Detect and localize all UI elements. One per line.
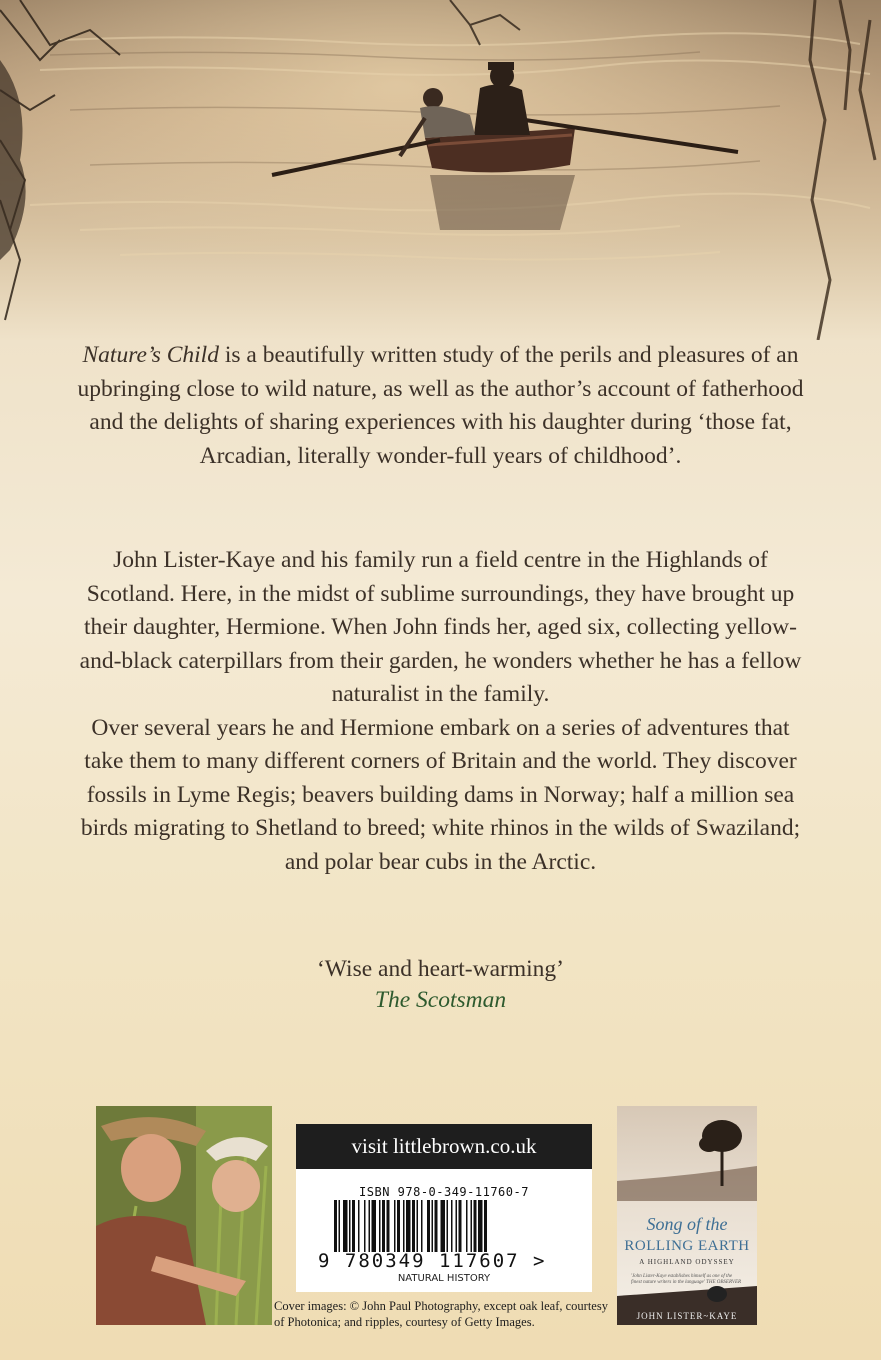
blurb-paragraph: John Lister-Kaye and his family run a field centre in the Highlands of Scotland. Here, in the midst of sublime surroundings, they have brought up their daughter, Hermione. When John finds her, aged six, collecting yellow-and-black caterpillars from their garden, he wonders whether he has a fellow naturalist in the family. — [79, 547, 802, 707]
author-photo — [96, 1106, 272, 1325]
cover-photo-lake — [0, 0, 881, 340]
other-book-title-line2: ROLLING EARTH — [624, 1238, 750, 1254]
isbn-number: ISBN 978-0-349-11760-7 — [359, 1185, 529, 1199]
other-book-tagline: A HIGHLAND ODYSSEY — [639, 1258, 735, 1266]
review-source: The Scotsman — [374, 987, 507, 1013]
blurb-intro — [70, 339, 811, 473]
blurb-body — [70, 544, 811, 879]
book-title-inline: Nature’s Child — [82, 342, 219, 368]
book-category: NATURAL HISTORY — [397, 1273, 491, 1284]
other-book-blurb: 'John Lister-Kaye establishes himself as one of the finest nature writers in the language' THE OBSERVER — [631, 1274, 742, 1285]
other-book-cover — [617, 1106, 757, 1325]
publisher-website[interactable]: visit littlebrown.co.uk — [296, 1124, 592, 1169]
blurb-intro-text: is a beautifully written study of the perils and pleasures of an upbringing close to wild nature, as well as the author’s account of fatherhood and the delights of sharing experiences with his daughter during ‘those fat, Arcadian, literally wonder-full years of childhood’. — [77, 342, 804, 469]
barcode-panel — [296, 1124, 592, 1292]
barcode-icon — [334, 1200, 554, 1252]
blurb-paragraph: Over several years he and Hermione embark on a series of adventures that take them to many different corners of Britain and the world. They discover fossils in Lyme Regis; beavers building dams in Norway; half a million sea birds migrating to Shetland to breed; white rhinos in the wilds of Swaziland; and polar bear cubs in the Arctic. — [80, 714, 801, 875]
other-book-title-line1: Song of the — [646, 1214, 728, 1234]
review-quote: ‘Wise and heart-warming’ — [316, 956, 564, 982]
ean-digits: 9 780349 117607 > — [318, 1250, 547, 1272]
other-book-author: JOHN LISTER~KAYE — [636, 1311, 738, 1321]
cover-credits: Cover images: © John Paul Photography, except oak leaf, courtesy of Photonica; and ripples, courtesy of Getty Images. — [274, 1299, 608, 1329]
